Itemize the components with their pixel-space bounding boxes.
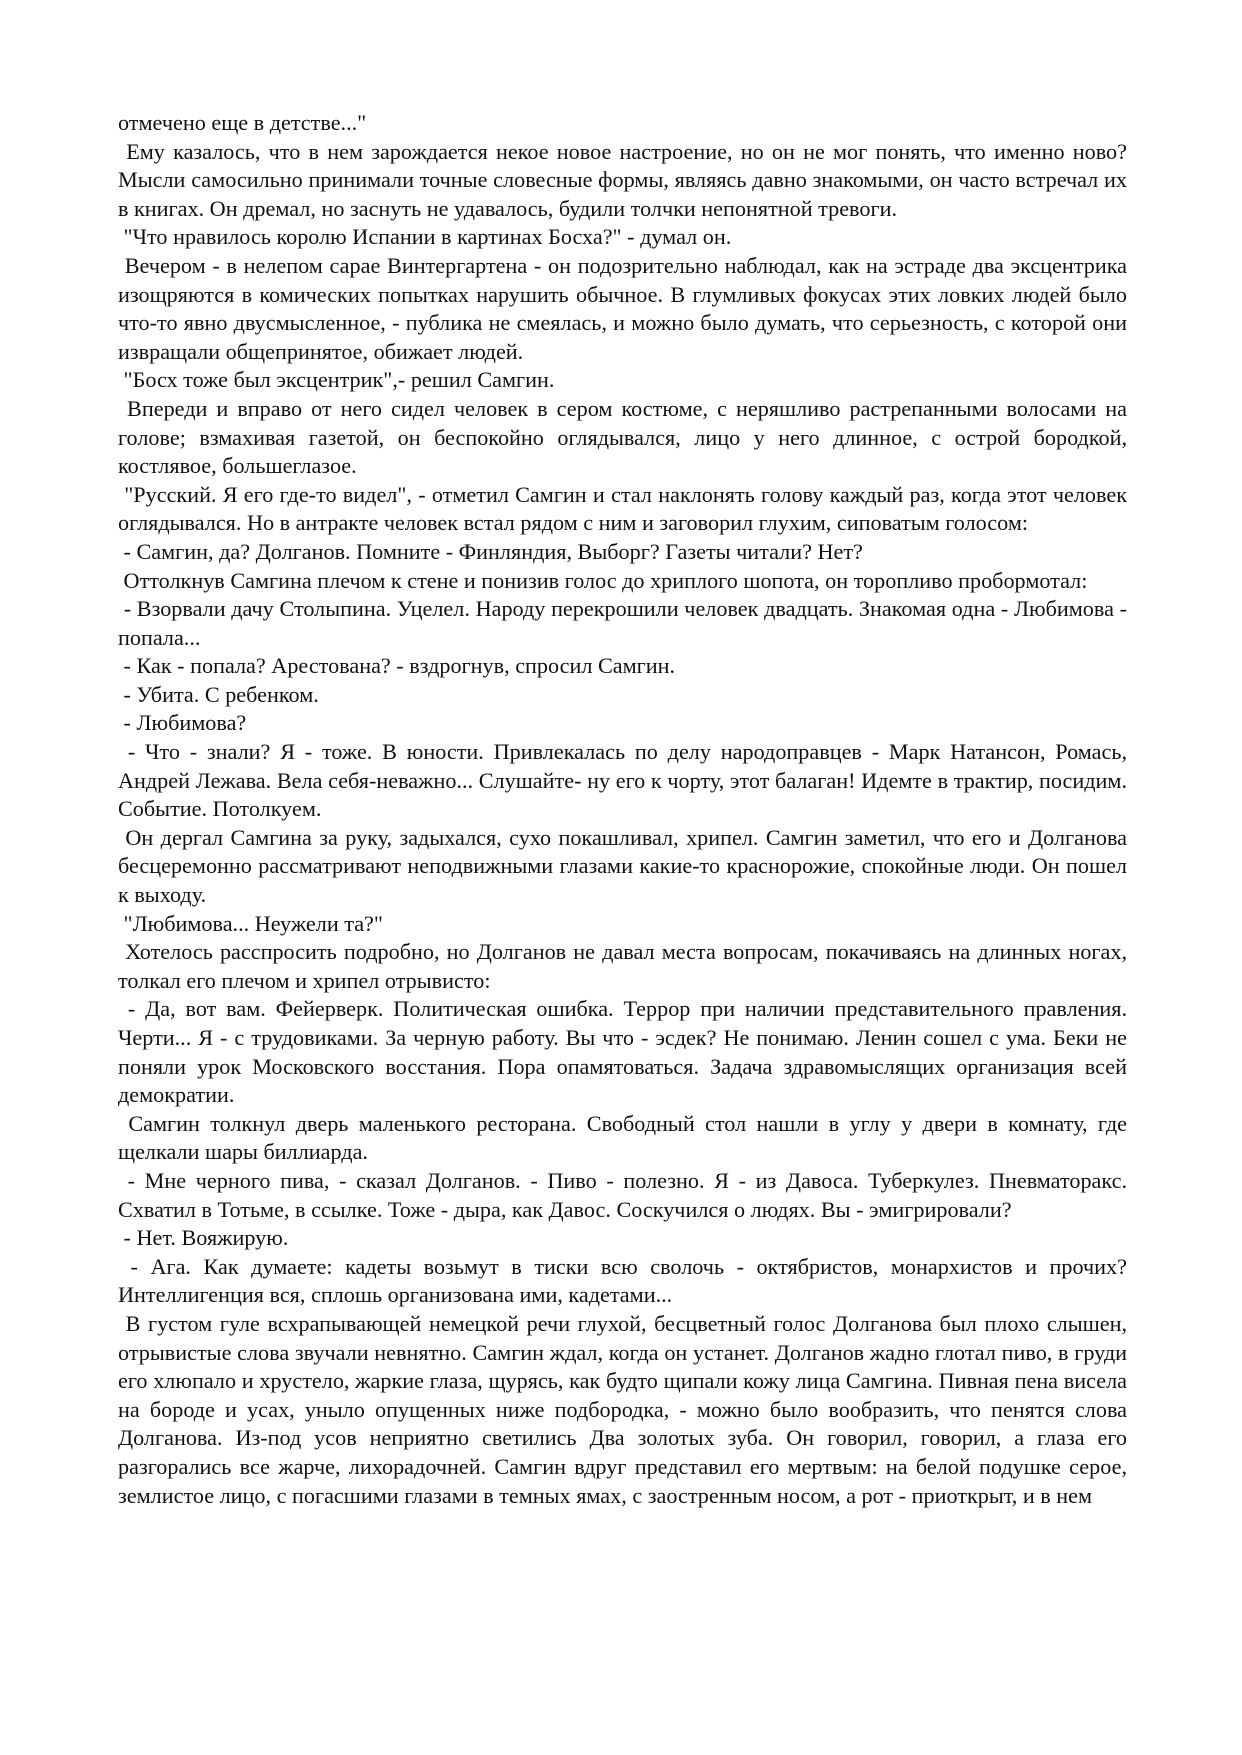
paragraph: - Самгин, да? Долганов. Помните - Финляндия, Выборг? Газеты читали? Нет? xyxy=(118,538,863,564)
paragraph: - Любимова? xyxy=(118,710,247,736)
paragraph: - Как - попала? Арестована? - вздрогнув, спросил Самгин. xyxy=(118,653,676,679)
paragraph: - Нет. Вояжирую. xyxy=(118,1225,289,1251)
paragraph: отмечено еще в детстве..." xyxy=(118,110,367,135)
paragraph: "Босх тоже был эксцентрик",- решил Самгин. xyxy=(118,367,555,393)
paragraph: - Мне черного пива, - сказал Долганов. - Пиво - полезно. Я - из Давоса. Туберкулез. Пневматоракс. Схватил в Тотьме, в ссылке. Тоже - дыра, как Давос. Соскучился о людях. Вы - эмигрировали? xyxy=(118,1167,1133,1222)
paragraph: Самгин толкнул дверь маленького ресторана. Свободный стол нашли в углу у двери в комнату, где щелкали шары биллиарда. xyxy=(118,1110,1133,1165)
paragraph: Хотелось расспросить подробно, но Долганов не давал места вопросам, покачиваясь на длинных ногах, толкал его плечом и хрипел отрывисто: xyxy=(118,939,1133,993)
paragraph: "Русский. Я его где-то видел", - отметил Самгин и стал наклонять голову каждый раз, когда этот человек оглядывался. Но в антракте человек встал рядом с ним и заговорил глухим, сиповатым голосом: xyxy=(118,481,1133,536)
paragraph: "Любимова... Неужели та?" xyxy=(118,910,383,936)
paragraph: В густом гуле всхрапывающей немецкой речи глухой, бесцветный голос Долганова был плохо слышен, отрывистые слова звучали невнятно. Самгин ждал, когда он устанет. Долганов жадно глотал пиво, в груди его хлюпало и хрустело, жаркие глаза, щурясь, как будто щипали кожу лица Самгина. Пивная пена висела на бороде и усах, уныло опущенных ниже подбородка, - можно было вообразить, что пенятся слова Долганова. Из-под усов неприятно светились Два золотых зуба. Он говорил, говорил, а глаза его разгорались все жарче, лихорадочней. Самгин вдруг представил его мертвым: на белой подушке серое, землистое лицо, с погасшими глазами в темных ямах, с заостренным носом, а рот - приоткрыт, и в нем xyxy=(118,1310,1133,1508)
paragraph: "Что нравилось королю Испании в картинах Босха?" - думал он. xyxy=(118,224,732,250)
paragraph: Оттолкнув Самгина плечом к стене и понизив голос до хриплого шопота, он торопливо пробормотал: xyxy=(118,567,1088,593)
paragraph: - Ага. Как думаете: кадеты возьмут в тиски всю сволочь - октябристов, монархистов и прочих? Интеллигенция вся, сплошь организована ими, кадетами... xyxy=(118,1253,1133,1308)
paragraph: Ему казалось, что в нем зарождается некое новое настроение, но он не мог понять, что именно ново? Мысли самосильно принимали точные словесные формы, являясь давно знакомыми, он часто встречал их в книгах. Он дремал, но заснуть не удавалось, будили толчки непонятной тревоги. xyxy=(118,138,1133,221)
paragraph: - Убита. С ребенком. xyxy=(118,681,319,707)
paragraph: - Да, вот вам. Фейерверк. Политическая ошибка. Террор при наличии представительного правления. Черти... Я - с трудовиками. За черную работу. Вы что - эсдек? Не понимаю. Ленин сошел с ума. Беки не поняли урок Московского восстания. Пора опамятоваться. Задача здравомыслящих организация всей демократии. xyxy=(118,996,1133,1108)
paragraph: - Что - знали? Я - тоже. В юности. Привлекалась по делу народоправцев - Марк Натансон, Ромась, Андрей Лежава. Вела себя-неважно... Слушайте- ну его к чорту, этот балаган! Идемте в трактир, посидим. Событие. Потолкуем. xyxy=(118,739,1133,822)
paragraph: Он дергал Самгина за руку, задыхался, сухо покашливал, хрипел. Самгин заметил, что его и Долганова бесцеремонно рассматривают неподвижными глазами какие-то краснорожие, спокойные люди. Он пошел к выходу. xyxy=(118,824,1133,908)
paragraph: - Взорвали дачу Столыпина. Уцелел. Народу перекрошили человек двадцать. Знакомая одна - Любимова - попала... xyxy=(118,596,1133,650)
paragraph: Вечером - в нелепом сарае Винтергартена - он подозрительно наблюдал, как на эстраде два эксцентрика изощряются в комических попытках нарушить обычное. В глумливых фокусах этих ловких людей было что-то явно двусмысленное, - публика не смеялась, и можно было думать, что серьезность, с которой они извращали общепринятое, обижает людей. xyxy=(118,252,1133,364)
document-page xyxy=(118,109,1133,1510)
paragraph: Впереди и вправо от него сидел человек в сером костюме, с неряшливо растрепанными волосами на голове; взмахивая газетой, он беспокойно оглядывался, лицо у него длинное, с острой бородкой, костлявое, большеглазое. xyxy=(118,395,1133,479)
